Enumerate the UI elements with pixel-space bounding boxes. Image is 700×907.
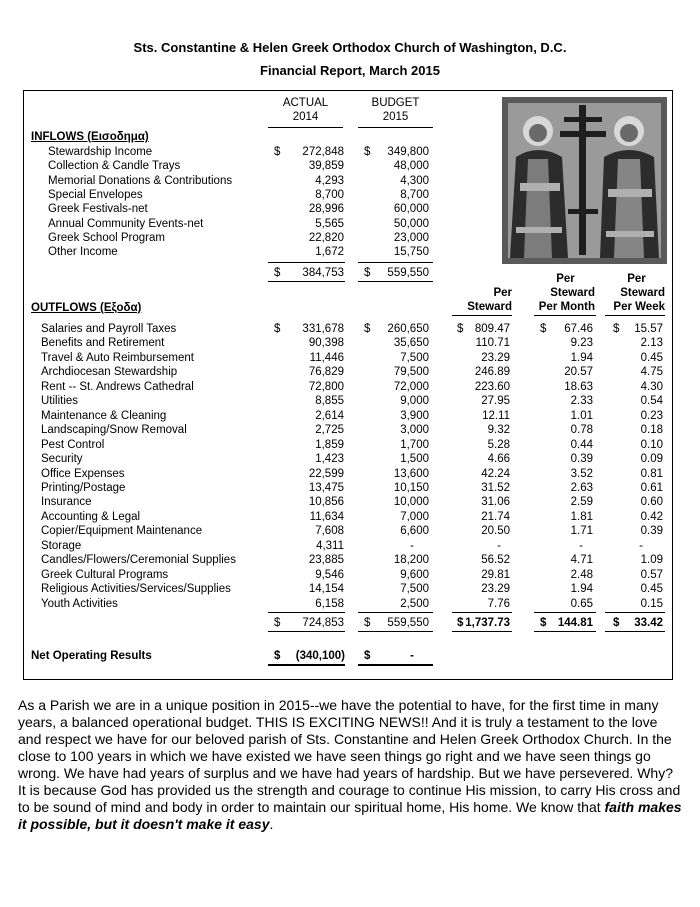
outflow-per-steward-value: 31.52: [481, 482, 510, 494]
inflow-actual-value: 8,700: [315, 189, 344, 201]
outflows-total-rule-budget: [358, 631, 433, 632]
per-week-header: Per Steward Per Week: [613, 273, 665, 313]
outflow-actual-value: 7,608: [315, 525, 344, 537]
message-paragraph: [18, 697, 683, 833]
report-subtitle: Financial Report, March 2015: [260, 63, 440, 78]
outflow-per-week-value: 1.09: [640, 554, 663, 566]
outflow-per-week-value: 0.60: [640, 496, 663, 508]
inflows-subtotal-rule-actual: [268, 262, 345, 263]
net-actual-double-rule: [268, 664, 345, 666]
outflow-per-month-value: 0.44: [570, 439, 593, 451]
inflow-actual-value: 5,565: [315, 218, 344, 230]
outflow-total-budget: 559,550: [387, 617, 429, 629]
outflow-per-week-value: 0.39: [640, 525, 663, 537]
outflow-per-steward-value: 4.66: [487, 453, 510, 465]
outflow-per-week-value: 0.09: [640, 453, 663, 465]
outflow-actual-value: 2,725: [315, 424, 344, 436]
outflow-per-month-value: 4.71: [570, 554, 593, 566]
outflow-per-month-value: 3.52: [570, 468, 593, 480]
outflow-per-week-value: 0.61: [640, 482, 663, 494]
outflow-per-week-value: 0.54: [640, 395, 663, 407]
inflows-total-rule-budget: [358, 281, 433, 282]
outflow-total-per-week: 33.42: [634, 617, 663, 629]
inflows-total-rule-actual: [268, 281, 345, 282]
outflow-actual-value: 2,614: [315, 410, 344, 422]
outflow-total-per-currency: $: [457, 617, 464, 629]
outflow-per-currency: $: [457, 323, 464, 335]
inflow-budget-value: 8,700: [400, 189, 429, 201]
outflow-actual-value: 331,678: [302, 323, 344, 335]
outflow-label: Storage: [41, 540, 82, 552]
outflow-actual-value: 76,829: [308, 366, 344, 378]
outflow-label: Pest Control: [41, 439, 105, 451]
outflow-per-steward-value: 223.60: [474, 381, 510, 393]
outflow-budget-currency: $: [364, 323, 371, 335]
inflows-title: INFLOWS (Εισοδημα): [31, 131, 149, 143]
outflow-actual-value: 10,856: [308, 496, 344, 508]
net-budget-currency: $: [364, 650, 371, 662]
outflow-per-week-value: 0.42: [640, 511, 663, 523]
outflow-total-per-month: 144.81: [557, 617, 593, 629]
outflow-label: Travel & Auto Reimbursement: [41, 352, 194, 364]
message-emphasis: faith makes it possible, but it doesn't make it easy: [18, 799, 682, 832]
outflow-per-week-value: 0.57: [640, 569, 663, 581]
outflow-budget-value: 7,500: [400, 583, 429, 595]
outflow-total-budget-currency: $: [364, 617, 371, 629]
outflow-per-steward-value: 56.52: [481, 554, 510, 566]
outflows-total-rule-actual: [268, 631, 345, 632]
inflow-label: Other Income: [48, 246, 118, 258]
outflow-label: Religious Activities/Services/Supplies: [41, 583, 231, 595]
inflow-actual-currency: $: [274, 146, 281, 158]
outflow-per-steward-value: 27.95: [481, 395, 510, 407]
per-week-rule: [605, 315, 665, 316]
outflow-budget-value: 9,000: [400, 395, 429, 407]
outflow-budget-value: 7,000: [400, 511, 429, 523]
outflow-label: Salaries and Payroll Taxes: [41, 323, 177, 335]
outflow-month-currency: $: [540, 323, 547, 335]
outflow-actual-value: 11,634: [309, 511, 344, 523]
inflow-label: Greek School Program: [48, 232, 165, 244]
outflow-per-week-value: -: [639, 540, 643, 552]
inflow-total-budget-currency: $: [364, 267, 371, 279]
outflow-total-actual-currency: $: [274, 617, 281, 629]
outflow-per-month-value: 67.46: [564, 323, 593, 335]
net-budget-double-rule: [358, 664, 433, 666]
outflow-per-week-value: 4.75: [640, 366, 663, 378]
outflows-subtotal-rule-per: [452, 612, 512, 613]
outflow-per-month-value: 2.63: [570, 482, 593, 494]
outflow-per-month-value: 18.63: [564, 381, 593, 393]
outflows-title: OUTFLOWS (Εξοδα): [31, 302, 142, 314]
inflow-total-budget: 559,550: [387, 267, 429, 279]
outflow-actual-value: 14,154: [308, 583, 344, 595]
report-title: Sts. Constantine & Helen Greek Orthodox Church of Washington, D.C.: [133, 40, 567, 55]
outflow-per-week-value: 0.45: [640, 352, 663, 364]
outflow-total-week-currency: $: [613, 617, 620, 629]
per-month-header: Per Steward Per Month: [538, 273, 595, 313]
outflow-per-month-value: 0.78: [570, 424, 593, 436]
outflow-actual-value: 8,855: [315, 395, 344, 407]
outflow-per-week-value: 0.23: [640, 410, 663, 422]
outflow-actual-value: 9,546: [315, 569, 344, 581]
outflow-per-month-value: -: [579, 540, 583, 552]
outflows-total-rule-per: [452, 631, 512, 632]
inflow-actual-value: 39,859: [308, 160, 344, 172]
outflow-label: Utilities: [41, 395, 79, 407]
outflow-per-steward-value: 5.28: [487, 439, 510, 451]
outflow-budget-value: -: [410, 540, 414, 552]
message-end: .: [269, 816, 274, 832]
outflow-budget-value: 1,500: [400, 453, 429, 465]
outflow-label: Landscaping/Snow Removal: [41, 424, 187, 436]
inflow-budget-currency: $: [364, 146, 371, 158]
outflow-actual-value: 4,311: [316, 540, 344, 552]
inflow-label: Memorial Donations & Contributions: [48, 175, 233, 187]
outflow-per-week-value: 0.15: [640, 598, 663, 610]
outflow-per-steward-value: 23.29: [481, 583, 510, 595]
outflow-per-month-value: 2.33: [570, 395, 593, 407]
inflow-budget-value: 48,000: [393, 160, 429, 172]
inflow-budget-value: 15,750: [393, 246, 429, 258]
inflow-actual-value: 1,672: [315, 246, 344, 258]
actual-header: ACTUAL 2014: [282, 97, 329, 123]
outflow-per-month-value: 1.71: [570, 525, 593, 537]
outflow-label: Accounting & Legal: [41, 511, 141, 523]
outflow-per-month-value: 1.94: [570, 352, 593, 364]
outflow-label: Benefits and Retirement: [41, 337, 165, 349]
inflow-actual-value: 22,820: [308, 232, 344, 244]
inflow-budget-value: 23,000: [393, 232, 429, 244]
inflows-subtotal-rule-budget: [358, 262, 433, 263]
outflow-per-week-value: 0.45: [640, 583, 663, 595]
outflow-per-week-value: 0.18: [640, 424, 663, 436]
outflow-per-month-value: 2.59: [570, 496, 593, 508]
outflow-per-steward-value: 20.50: [481, 525, 510, 537]
inflow-budget-value: 50,000: [393, 218, 429, 230]
outflow-actual-currency: $: [274, 323, 281, 335]
outflow-week-currency: $: [613, 323, 620, 335]
inflow-total-actual: 384,753: [302, 267, 344, 279]
inflow-actual-value: 272,848: [302, 146, 344, 158]
saints-icon-image: [502, 97, 667, 264]
outflow-per-month-value: 0.39: [570, 453, 593, 465]
outflow-total-per-steward: 1,737.73: [465, 617, 510, 629]
net-actual-currency: $: [274, 650, 281, 662]
outflow-actual-value: 72,800: [308, 381, 344, 393]
outflow-label: Archdiocesan Stewardship: [41, 366, 178, 378]
outflow-budget-value: 260,650: [387, 323, 429, 335]
outflow-per-steward-value: 246.89: [474, 366, 510, 378]
inflow-label: Collection & Candle Trays: [48, 160, 181, 172]
net-results-label: Net Operating Results: [31, 650, 152, 662]
outflow-actual-value: 23,885: [308, 554, 344, 566]
outflow-label: Printing/Postage: [41, 482, 126, 494]
outflow-budget-value: 3,900: [400, 410, 429, 422]
outflow-actual-value: 22,599: [308, 468, 344, 480]
outflow-per-steward-value: 9.32: [487, 424, 510, 436]
outflow-per-steward-value: 29.81: [481, 569, 510, 581]
outflow-label: Youth Activities: [41, 598, 118, 610]
inflow-label: Annual Community Events-net: [48, 218, 204, 230]
outflow-total-actual: 724,853: [302, 617, 344, 629]
outflow-total-month-currency: $: [540, 617, 547, 629]
outflow-per-week-value: 15.57: [634, 323, 663, 335]
outflow-label: Greek Cultural Programs: [41, 569, 169, 581]
outflow-per-steward-value: 809.47: [474, 323, 510, 335]
outflow-per-steward-value: 31.06: [481, 496, 510, 508]
outflows-subtotal-rule-week: [605, 612, 665, 613]
outflow-per-week-value: 0.81: [640, 468, 663, 480]
outflow-per-month-value: 1.94: [570, 583, 593, 595]
outflow-budget-value: 10,000: [393, 496, 429, 508]
outflow-label: Office Expenses: [41, 468, 125, 480]
inflow-budget-value: 60,000: [393, 203, 429, 215]
inflow-total-actual-currency: $: [274, 267, 281, 279]
outflow-per-steward-value: 21.74: [481, 511, 510, 523]
outflow-per-month-value: 20.57: [564, 366, 593, 378]
inflow-label: Greek Festivals-net: [48, 203, 148, 215]
outflow-per-month-value: 2.48: [570, 569, 593, 581]
outflow-per-week-value: 0.10: [640, 439, 663, 451]
outflow-label: Security: [41, 453, 83, 465]
outflow-per-week-value: 4.30: [640, 381, 663, 393]
outflow-actual-value: 11,446: [309, 352, 344, 364]
inflow-label: Stewardship Income: [48, 146, 153, 158]
outflows-subtotal-rule-month: [534, 612, 596, 613]
outflow-actual-value: 1,859: [315, 439, 344, 451]
outflow-per-month-value: 1.81: [570, 511, 593, 523]
outflows-total-rule-month: [534, 631, 596, 632]
outflow-per-steward-value: 42.24: [481, 468, 510, 480]
per-steward-header: Per Steward: [467, 287, 512, 313]
outflow-per-month-value: 0.65: [570, 598, 593, 610]
outflow-actual-value: 1,423: [315, 453, 344, 465]
actual-header-rule: [268, 127, 343, 128]
outflow-per-steward-value: 23.29: [481, 352, 510, 364]
outflow-budget-value: 79,500: [393, 366, 429, 378]
outflow-budget-value: 13,600: [393, 468, 429, 480]
outflows-subtotal-rule-budget: [358, 612, 433, 613]
outflow-actual-value: 13,475: [308, 482, 344, 494]
per-month-rule: [534, 315, 596, 316]
outflow-budget-value: 18,200: [393, 554, 429, 566]
outflow-label: Rent -- St. Andrews Cathedral: [41, 381, 194, 393]
outflow-per-month-value: 1.01: [570, 410, 593, 422]
outflow-per-steward-value: 12.11: [482, 410, 510, 422]
outflow-per-month-value: 9.23: [570, 337, 593, 349]
outflow-actual-value: 6,158: [315, 598, 344, 610]
inflow-label: Special Envelopes: [48, 189, 143, 201]
outflow-budget-value: 9,600: [400, 569, 429, 581]
outflow-actual-value: 90,398: [308, 337, 344, 349]
inflow-actual-value: 4,293: [315, 175, 344, 187]
outflow-per-steward-value: -: [497, 540, 501, 552]
outflow-label: Copier/Equipment Maintenance: [41, 525, 203, 537]
outflow-per-steward-value: 110.71: [475, 337, 510, 349]
outflow-budget-value: 10,150: [393, 482, 429, 494]
outflow-per-steward-value: 7.76: [487, 598, 510, 610]
outflow-per-week-value: 2.13: [640, 337, 663, 349]
outflow-budget-value: 72,000: [393, 381, 429, 393]
outflow-budget-value: 3,000: [400, 424, 429, 436]
inflow-actual-value: 28,996: [308, 203, 344, 215]
outflow-label: Insurance: [41, 496, 92, 508]
inflow-budget-value: 349,800: [387, 146, 429, 158]
per-steward-rule: [452, 315, 512, 316]
outflow-budget-value: 2,500: [400, 598, 429, 610]
outflow-budget-value: 6,600: [400, 525, 429, 537]
budget-header-rule: [358, 127, 433, 128]
outflow-label: Candles/Flowers/Ceremonial Supplies: [41, 554, 236, 566]
net-actual-value: (340,100): [295, 650, 345, 662]
budget-header: BUDGET 2015: [371, 97, 420, 123]
message-text: As a Parish we are in a unique position in 2015--we have the potential to have, for the first time in many years, a balanced operational budget. THIS IS EXCITING NEWS!! And it is truly a testament to the love and respect we have for our beloved parish of Sts. Constantine and Helen Greek Orthodox Church. In the close to 100 years in which we have existed we have seen things go right and we have seen things go wrong. We have had years of surplus and we have had years of hardship. But we have persevered. Why? It is because God has provided us the strength and courage to continue His mission, to carry His cross and to be sound of mind and body in order to maintain our spiritual home, His home. We know that: [18, 697, 681, 815]
outflow-budget-value: 1,700: [400, 439, 429, 451]
outflows-subtotal-rule-actual: [268, 612, 345, 613]
inflow-budget-value: 4,300: [400, 175, 429, 187]
outflow-label: Maintenance & Cleaning: [41, 410, 167, 422]
net-budget-value: -: [410, 650, 414, 662]
outflows-total-rule-week: [605, 631, 665, 632]
outflow-budget-value: 7,500: [400, 352, 429, 364]
outflow-budget-value: 35,650: [393, 337, 429, 349]
